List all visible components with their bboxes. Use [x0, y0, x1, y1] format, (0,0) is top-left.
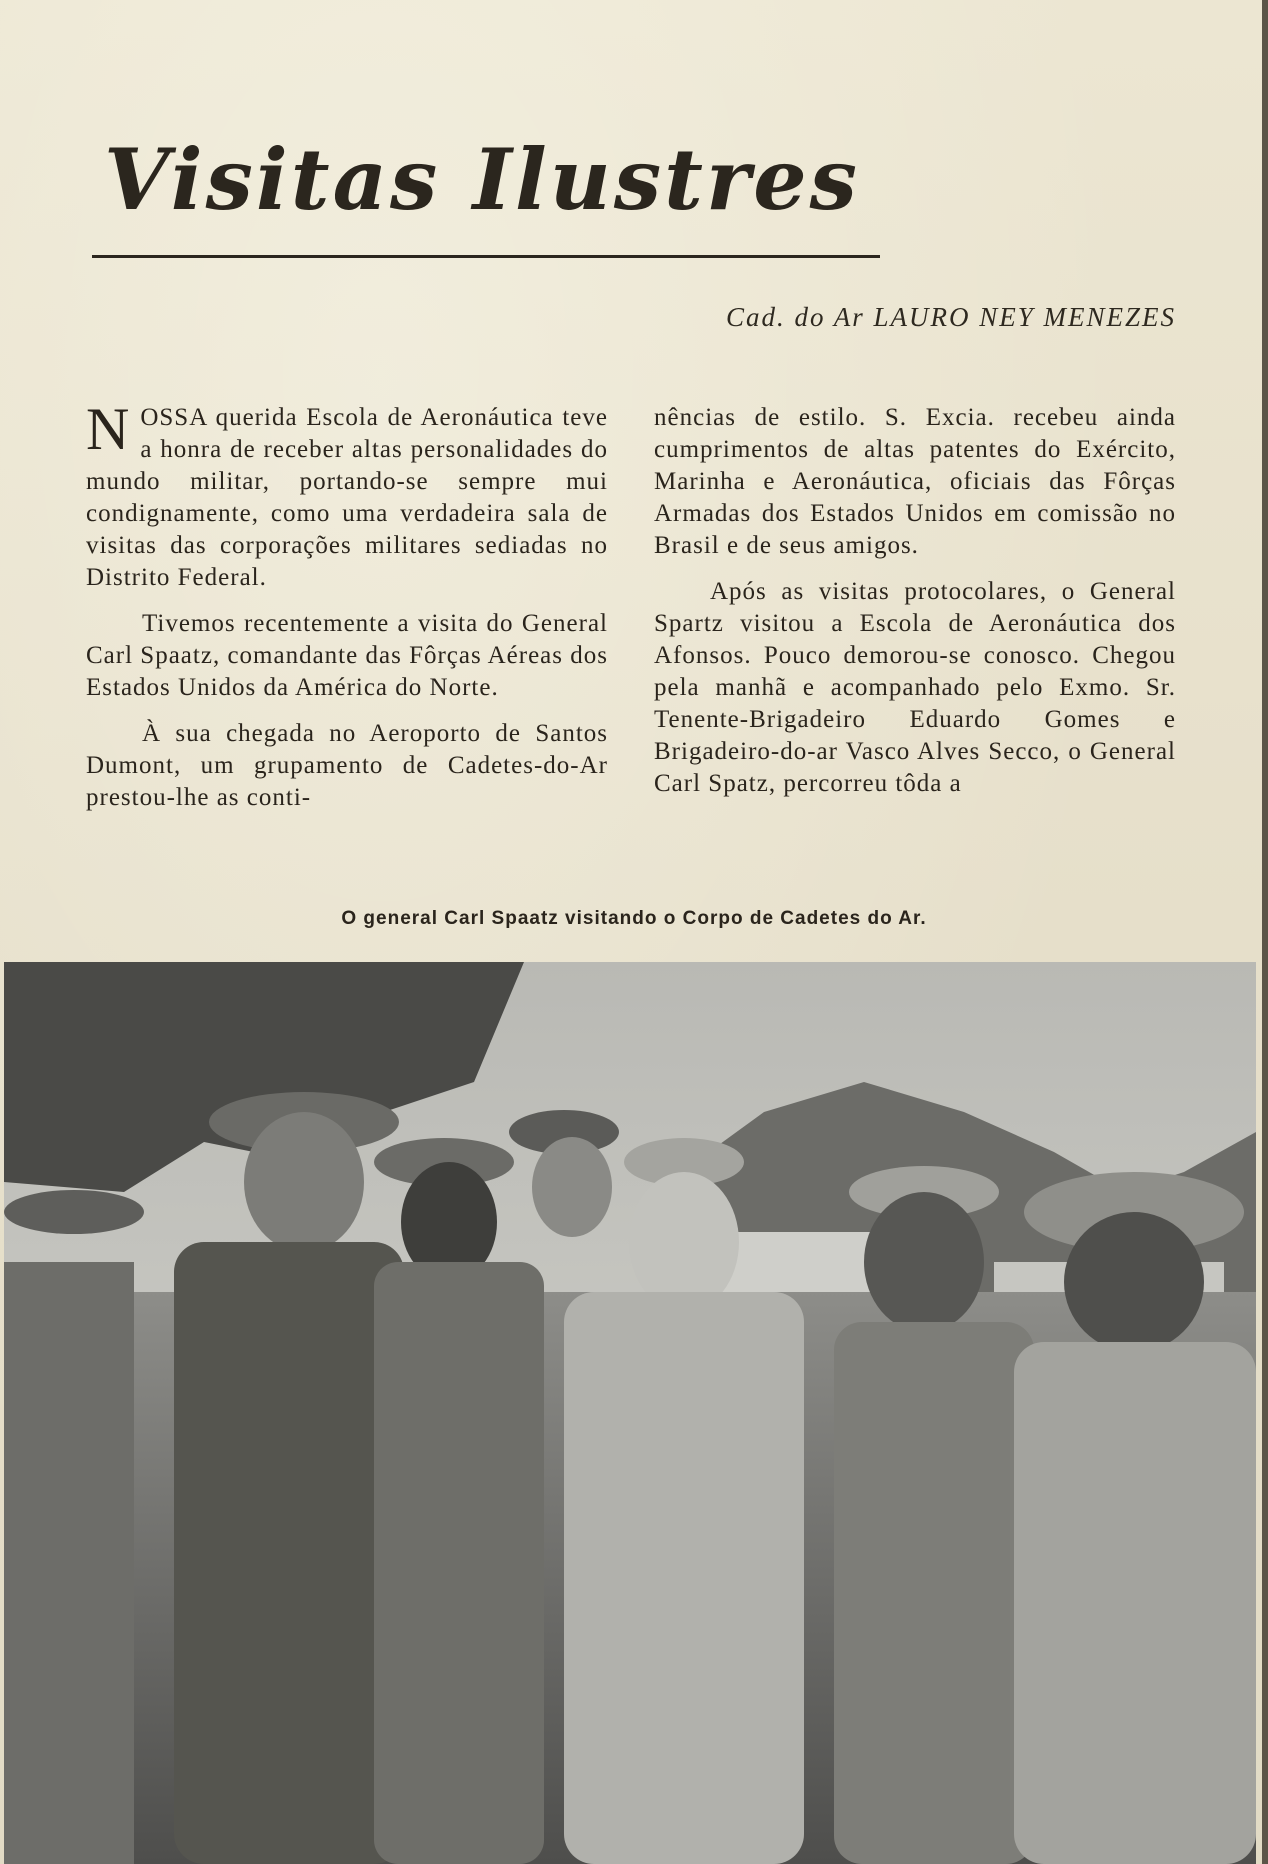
paragraph-1-text: OSSA querida Escola de Aeronáutica teve a honra de receber altas personalidades do mundo militar, portando-se sempre mui condignamente, como uma verdadeira sala de visitas das corporações militares sediadas no Distrito Federal.	[86, 404, 608, 591]
news-photo	[4, 962, 1256, 1864]
paragraph-1	[86, 396, 608, 594]
drop-cap: N	[86, 396, 131, 462]
article-byline: Cad. do Ar LAURO NEY MENEZES	[725, 302, 1176, 332]
paragraph-3: À sua chegada no Aeroporto de Santos Dumont, um grupamento de Cadetes-do-Ar prestou-lhe as conti-	[86, 720, 608, 811]
page-edge-shadow	[1262, 0, 1268, 1864]
right-column	[654, 402, 1176, 814]
paragraph-2: Tivemos recentemente a visita do General Carl Spaatz, comandante das Fôrças Aéreas dos Estados Unidos da América do Norte.	[86, 610, 608, 701]
paragraph-5: Após as visitas protocolares, o General Spartz visitou a Escola de Aeronáutica dos Afonsos. Pouco demorou-se conosco. Chegou pela manhã e acompanhado pelo Exmo. Sr. Tenente-Brigadeiro Eduardo Gomes e Brigadeiro-do-ar Vasco Alves Secco, o General Carl Spatz, percorreu tôda a	[654, 578, 1176, 797]
left-column	[86, 396, 608, 828]
photo-caption: O general Carl Spaatz visitando o Corpo de Cadetes do Ar.	[341, 908, 927, 929]
title-underline	[92, 255, 880, 258]
article-title: Visitas Ilustres	[104, 130, 860, 229]
paragraph-4: nências de estilo. S. Excia. recebeu ainda cumprimentos de altas patentes do Exército, Marinha e Aeronáutica, oficiais das Fôrças Armadas dos Estados Unidos em comissão no Brasil e de seus amigos.	[654, 404, 1176, 559]
photo-illustration	[4, 962, 1256, 1864]
